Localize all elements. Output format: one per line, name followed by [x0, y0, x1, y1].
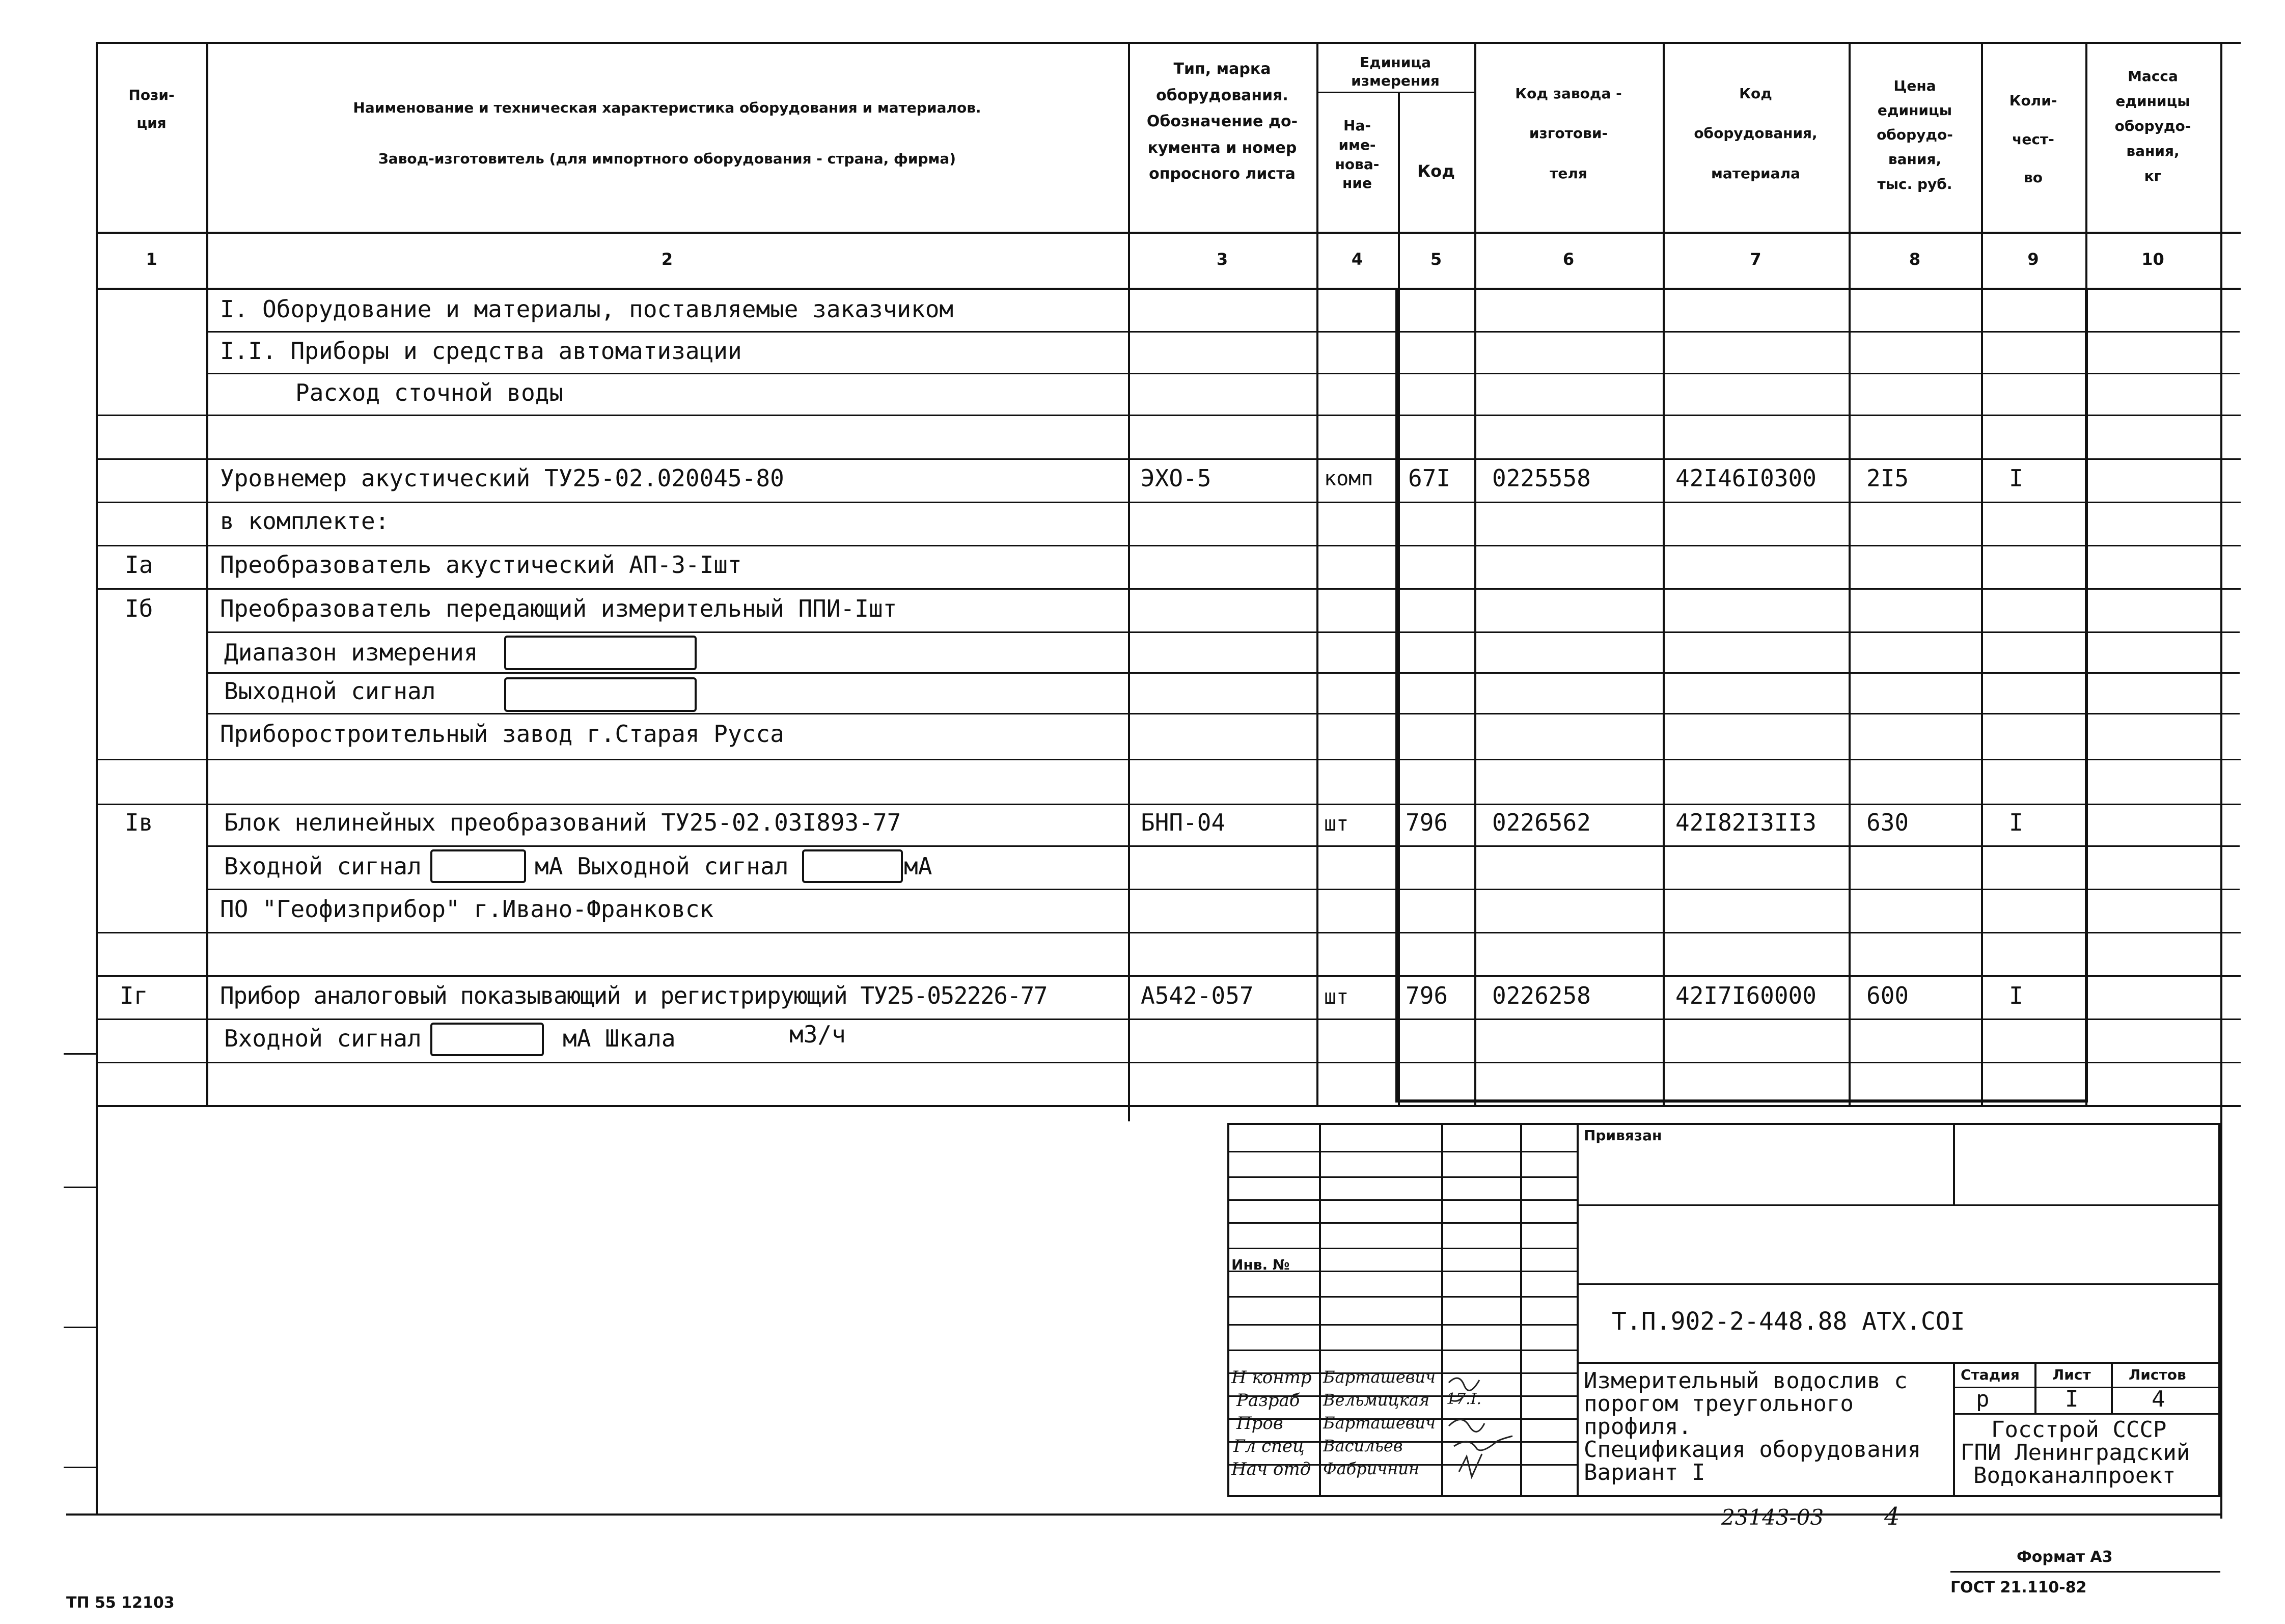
gost-label: ГОСТ 21.110-82	[1950, 1579, 2087, 1597]
sheet-label: Лист	[2052, 1366, 2091, 1383]
header-manufacturer: Завод-изготовитель (для импортного оборудования - страна, фирма)	[378, 150, 956, 167]
output-signal-field[interactable]	[802, 849, 903, 883]
table-bottom-line	[97, 1105, 2241, 1107]
header-position: Пози- ция	[128, 87, 175, 131]
margin-tick	[64, 1327, 97, 1328]
role-label: Разраб	[1236, 1390, 1300, 1411]
tb-row	[1227, 1350, 1579, 1351]
title-block	[1227, 1123, 2220, 1497]
item-position: Iв	[125, 809, 153, 836]
title-line: Измерительный водослив с	[1584, 1368, 1908, 1394]
input-signal-label: Входной сигнал	[224, 1025, 422, 1052]
item-unit-code: 67I	[1408, 464, 1451, 492]
item-unit: комп	[1324, 467, 1373, 490]
header-qty: Коли- чест- во	[2009, 92, 2057, 186]
tp-label: ТП 55 12103	[66, 1594, 175, 1612]
col-number: 5	[1430, 250, 1442, 269]
table-right-border	[2220, 42, 2222, 1519]
item-equip-code: 42I7I60000	[1675, 982, 1816, 1009]
header-type: Тип, марка оборудования. Обозначение до- кумента и номер опросного листа	[1146, 60, 1298, 183]
role-label: Н контр	[1231, 1367, 1312, 1388]
org-line: Водоканалпроект	[1973, 1463, 2176, 1489]
margin-tick	[64, 1053, 97, 1055]
signer-name: Вельмицкая	[1323, 1390, 1430, 1410]
header-bottom-line	[97, 232, 2241, 234]
scale-unit: м3/ч	[789, 1021, 846, 1048]
table-top-border	[97, 42, 2241, 44]
header-unit-name: На- име- нова- ние	[1335, 117, 1380, 192]
col-number: 9	[2027, 250, 2039, 269]
section-title: I. Оборудование и материалы, поставляемые заказчиком	[220, 295, 954, 323]
col-number: 3	[1216, 250, 1228, 269]
item-name: Прибор аналоговый показывающий и регистрирующий ТУ25-052226-77	[220, 982, 1048, 1009]
item-plant-code: 0226258	[1492, 982, 1591, 1009]
format-label: Формат А3	[2017, 1548, 2113, 1566]
item-position: Iб	[125, 595, 153, 622]
item-unit-code: 796	[1406, 982, 1448, 1009]
item-equip-code: 42I46I0300	[1675, 464, 1816, 492]
org-line: ГПИ Ленинградский	[1961, 1440, 2190, 1466]
item-type: БНП-04	[1141, 809, 1226, 836]
item-name: Уровнемер акустический ТУ25-02.020045-80	[220, 464, 784, 492]
signer-name: Фабричнин	[1323, 1459, 1419, 1478]
header-plant-code: Код завода - изготови- теля	[1515, 85, 1622, 182]
item-price: 630	[1866, 809, 1909, 836]
header-mass: Масса единицы оборудо- вания, кг	[2114, 68, 2191, 184]
data-block-outline	[1395, 288, 2088, 1103]
item-qty: I	[2009, 809, 2023, 836]
input-signal-field[interactable]	[430, 1023, 544, 1056]
item-price: 2I5	[1866, 464, 1909, 492]
item-plant-code: 0226562	[1492, 809, 1591, 836]
range-input[interactable]	[504, 636, 697, 670]
item-plant-code: 0225558	[1492, 464, 1591, 492]
item-name: Диапазон измерения	[224, 639, 478, 666]
title-line: профиля.	[1584, 1414, 1692, 1440]
col-number: 1	[146, 250, 157, 269]
item-equip-code: 42I82I3II3	[1675, 809, 1816, 836]
item-unit: шт	[1324, 812, 1349, 836]
col-line	[206, 42, 208, 1106]
sheets-label: Листов	[2129, 1366, 2186, 1383]
item-unit-code: 796	[1406, 809, 1448, 836]
item-position: Iа	[125, 551, 153, 579]
item-name: Преобразователь акустический АП-3-Iшт	[220, 551, 742, 579]
signer-name: Барташевич	[1323, 1413, 1436, 1433]
tb-row	[1227, 1324, 1579, 1326]
col-number: 10	[2141, 250, 2164, 269]
org-line: Госстрой СССР	[1991, 1417, 2167, 1443]
role-label: Пров	[1236, 1413, 1283, 1434]
tb-row	[1579, 1283, 2220, 1285]
item-type: ЭХО-5	[1141, 464, 1212, 492]
signature-marks	[1444, 1362, 1581, 1495]
header-unit-code: Код	[1417, 161, 1455, 181]
input-signal-label: Входной сигнал	[224, 852, 422, 880]
item-qty: I	[2009, 982, 2023, 1009]
role-label: Нач отд	[1231, 1459, 1311, 1479]
archive-sheet: 4	[1884, 1502, 1900, 1531]
col-line	[1128, 42, 1130, 1121]
tb-row	[1953, 1387, 2220, 1388]
col-number: 2	[661, 250, 673, 269]
item-name: Блок нелинейных преобразований ТУ25-02.03I893-77	[224, 809, 901, 836]
tb-row	[1579, 1204, 2220, 1206]
signature-date: 17.I.	[1446, 1390, 1482, 1408]
item-name: в комплекте:	[220, 507, 390, 535]
output-signal-input[interactable]	[504, 677, 697, 712]
item-price: 600	[1866, 982, 1909, 1009]
tb-col	[1953, 1123, 1955, 1204]
item-position: Iг	[120, 982, 148, 1009]
col-number: 7	[1750, 250, 1761, 269]
tb-col	[2034, 1362, 2036, 1413]
col-number: 8	[1909, 250, 1921, 269]
unit-label: мА	[904, 852, 932, 880]
input-signal-field[interactable]	[430, 849, 526, 883]
stage-label: Стадия	[1961, 1366, 2020, 1383]
output-signal-label: мА Выходной сигнал	[535, 852, 789, 880]
col-line	[1316, 42, 1318, 1106]
tb-row	[1227, 1151, 1579, 1152]
title-line: Спецификация оборудования	[1584, 1437, 1921, 1463]
header-price: Цена единицы оборудо- вания, тыс. руб.	[1877, 77, 1953, 192]
privyazan-label: Привязан	[1584, 1127, 1662, 1144]
tb-row	[1227, 1199, 1579, 1201]
item-name: ПО "Геофизприбор" г.Ивано-Франковск	[220, 895, 714, 923]
col-number: 6	[1562, 250, 1575, 269]
sheet-value: I	[2065, 1386, 2079, 1412]
tb-row	[1953, 1413, 2220, 1415]
item-unit: шт	[1324, 985, 1349, 1009]
unit-header-split	[1316, 92, 1474, 93]
tb-col	[2111, 1362, 2113, 1413]
tb-col	[1953, 1362, 1955, 1497]
margin-tick	[64, 1187, 97, 1188]
tb-row	[1227, 1248, 1579, 1249]
tb-row	[1227, 1222, 1579, 1224]
signer-name: Барташевич	[1323, 1367, 1436, 1387]
item-type: А542-057	[1141, 982, 1254, 1009]
group-title: Расход сточной воды	[295, 379, 564, 406]
header-unit: Единица измерения	[1351, 54, 1440, 90]
item-name: Преобразователь передающий измерительный ППИ-Iшт	[220, 595, 897, 622]
title-line: Вариант I	[1584, 1460, 1705, 1485]
subsection-title: I.I. Приборы и средства автоматизации	[220, 337, 742, 365]
role-label: Гл спец	[1233, 1436, 1305, 1456]
sheets-value: 4	[2152, 1386, 2165, 1412]
title-line: порогом треугольного	[1584, 1391, 1854, 1417]
col-number: 4	[1351, 250, 1363, 269]
inv-label: Инв. №	[1231, 1256, 1290, 1273]
header-equip-code: Код оборудования, материала	[1694, 85, 1818, 182]
tb-row	[1579, 1362, 2220, 1364]
item-qty: I	[2009, 464, 2023, 492]
item-name: Выходной сигнал	[224, 677, 436, 705]
stage-value: р	[1976, 1386, 1990, 1412]
tb-row	[1227, 1296, 1579, 1298]
footer-line	[1950, 1571, 2220, 1573]
margin-tick	[64, 1467, 97, 1468]
item-name: Приборостроительный завод г.Старая Русса	[220, 720, 784, 748]
signer-name: Васильев	[1323, 1436, 1403, 1455]
archive-number: 23143-03	[1721, 1505, 1824, 1530]
scale-label: мА Шкала	[563, 1025, 676, 1052]
tb-row	[1227, 1176, 1579, 1178]
header-name: Наименование и техническая характеристика оборудования и материалов.	[353, 99, 981, 116]
document-designation: Т.П.902-2-448.88 АТХ.СОI	[1612, 1307, 1965, 1336]
